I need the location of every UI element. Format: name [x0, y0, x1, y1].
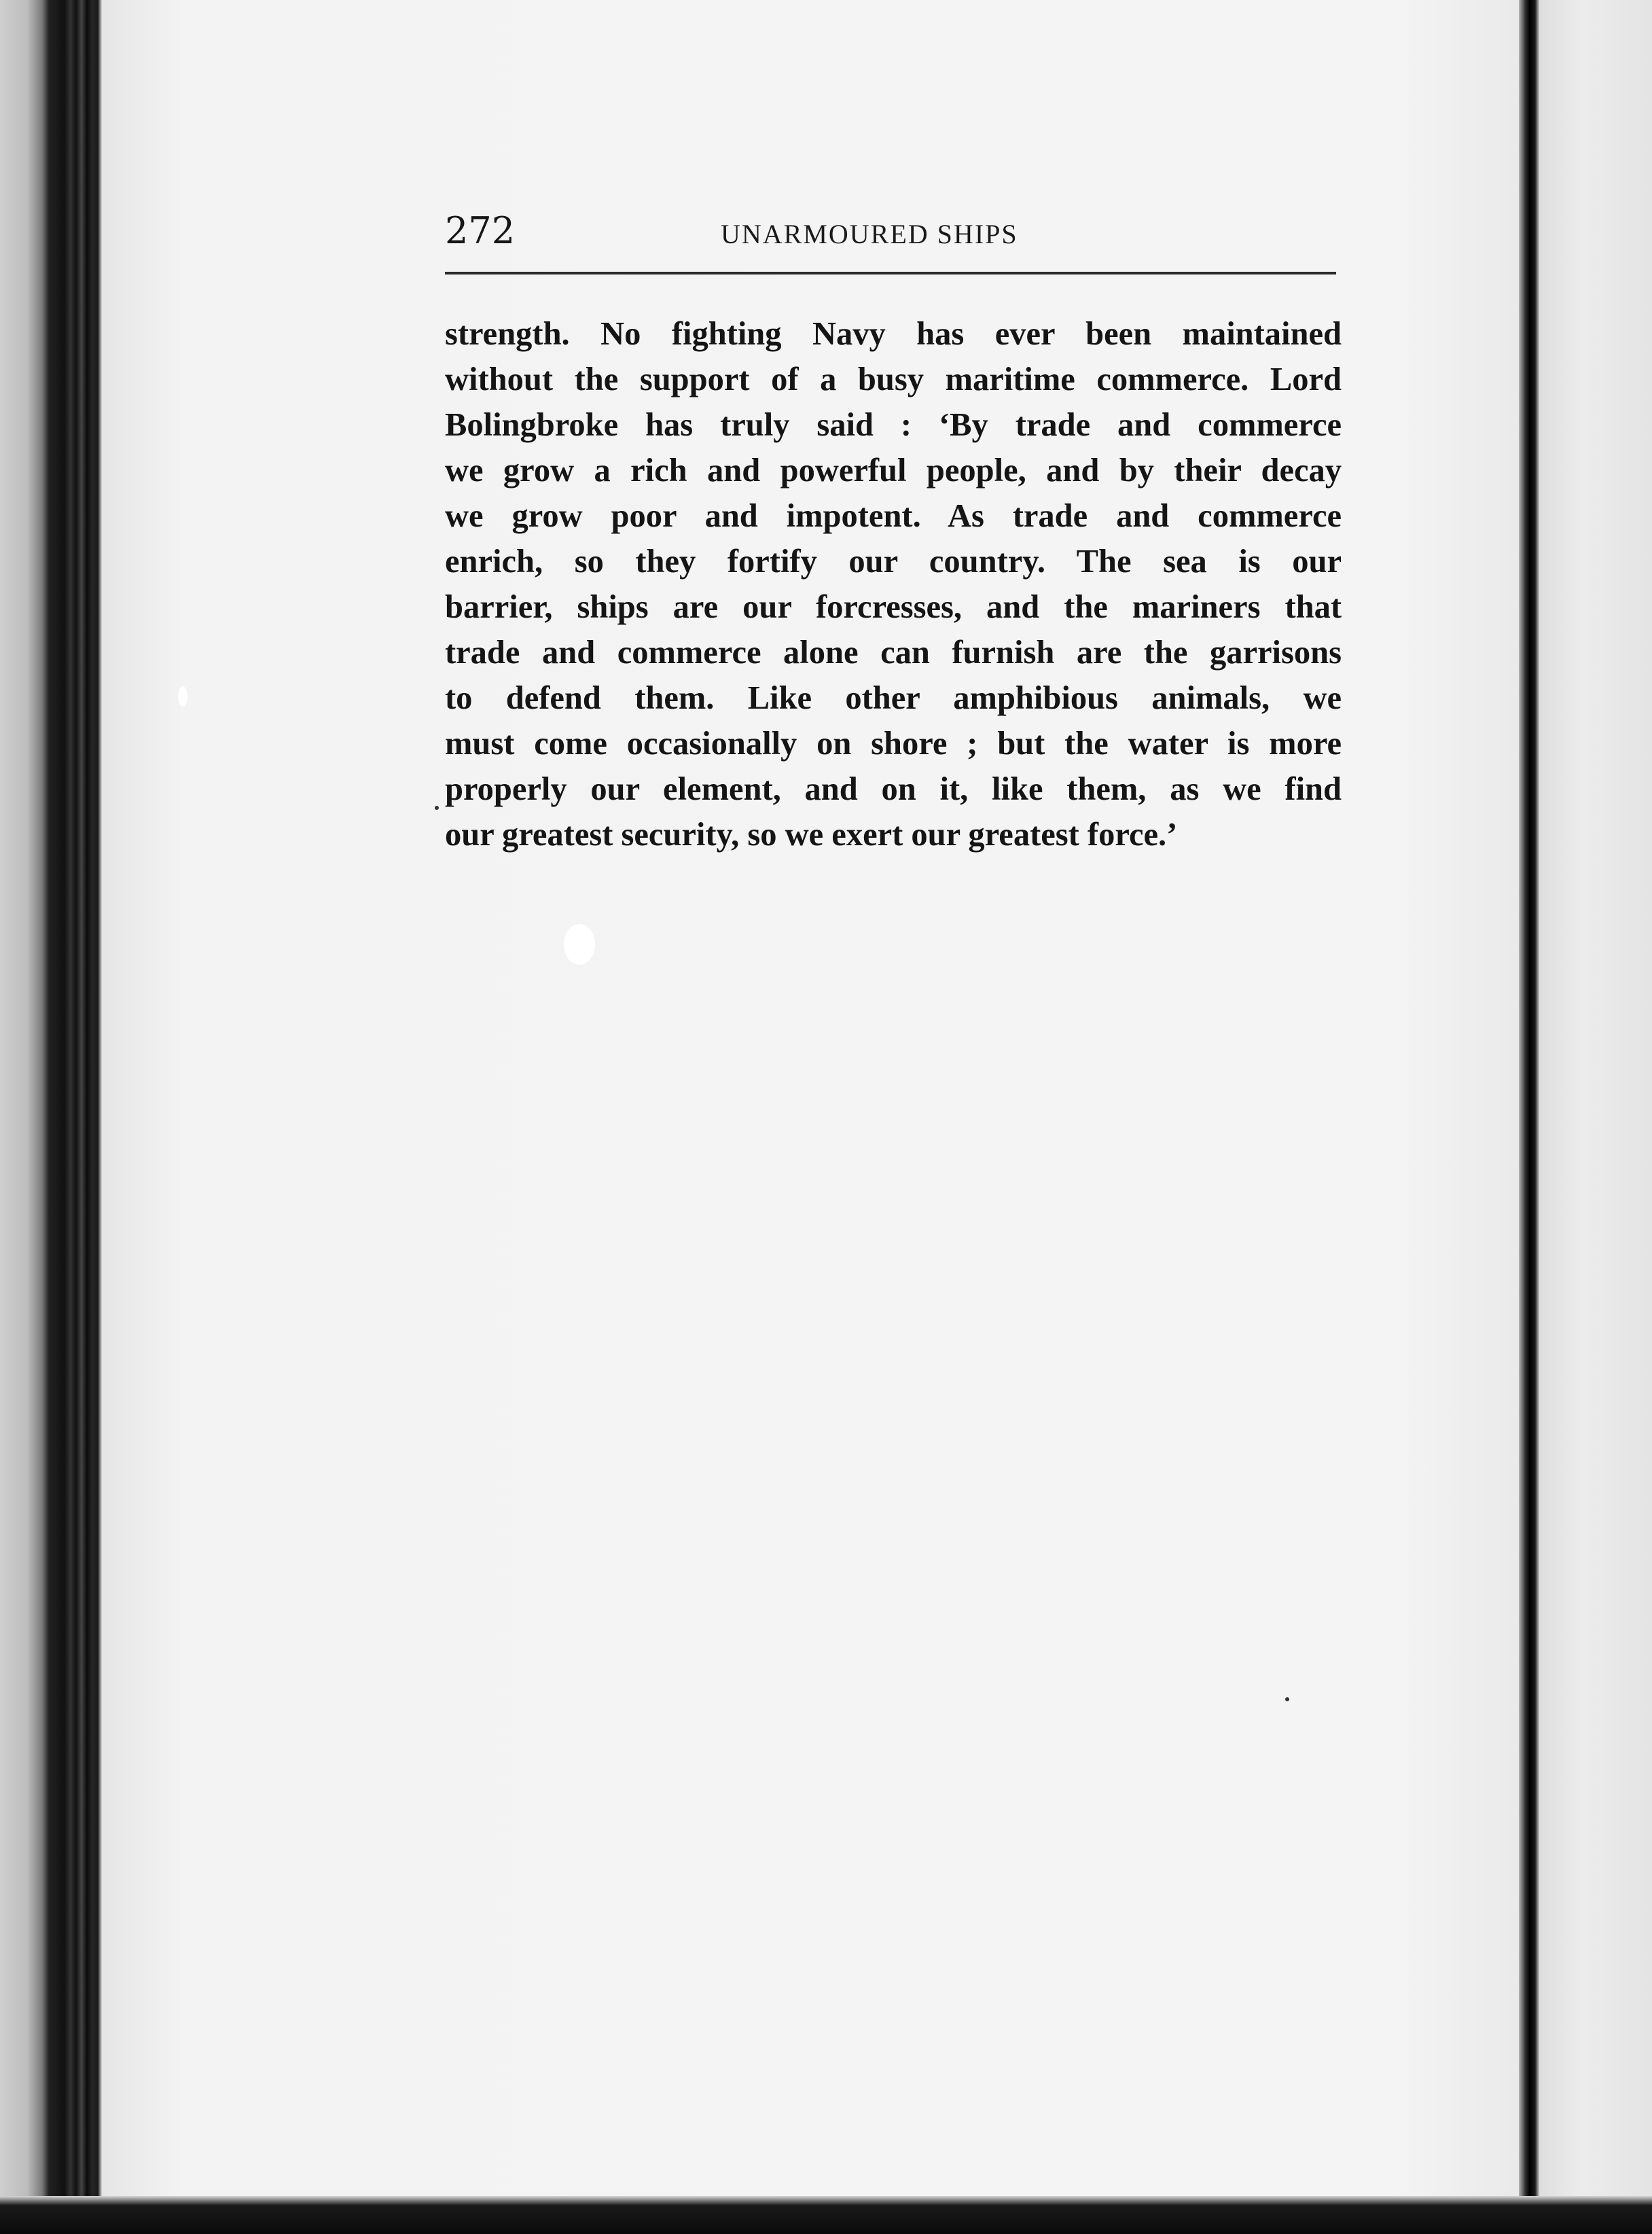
text-line: barrier, ships are our forcresses, and the mariners that	[445, 589, 1342, 625]
text-line: Bolingbroke has truly said : ‘By trade and commerce	[445, 407, 1342, 443]
scan-speck	[435, 806, 439, 810]
text-line: to defend them. Like other amphibious animals, we	[445, 680, 1342, 716]
scan-speck	[178, 686, 187, 707]
scan-speck	[564, 924, 595, 965]
page-number: 272	[445, 209, 516, 252]
page-header	[445, 204, 1336, 258]
text-line: without the support of a busy maritime commerce. Lord	[445, 361, 1342, 397]
facing-page-sliver	[1539, 0, 1652, 2234]
text-line: we grow poor and impotent. As trade and commerce	[445, 498, 1342, 534]
scan-speck	[1285, 1697, 1289, 1701]
running-head: UNARMOURED SHIPS	[721, 219, 1018, 249]
left-binding-edge	[0, 0, 102, 2234]
right-gutter-edge	[1519, 0, 1539, 2234]
text-line: strength. No fighting Navy has ever been maintained	[445, 316, 1342, 352]
text-line: trade and commerce alone can furnish are the garrisons	[445, 635, 1342, 671]
header-rule	[445, 272, 1336, 274]
text-line: must come occasionally on shore ; but the water is more	[445, 726, 1342, 762]
text-line: our greatest security, so we exert our greatest force.’	[445, 817, 1178, 853]
body-paragraph	[445, 311, 1342, 857]
bottom-scan-edge	[0, 2196, 1652, 2234]
text-line: we grow a rich and powerful people, and by their decay	[445, 453, 1342, 489]
text-line: properly our element, and on it, like them, as we find	[445, 771, 1342, 807]
text-line: enrich, so they fortify our country. The sea is our	[445, 544, 1342, 580]
